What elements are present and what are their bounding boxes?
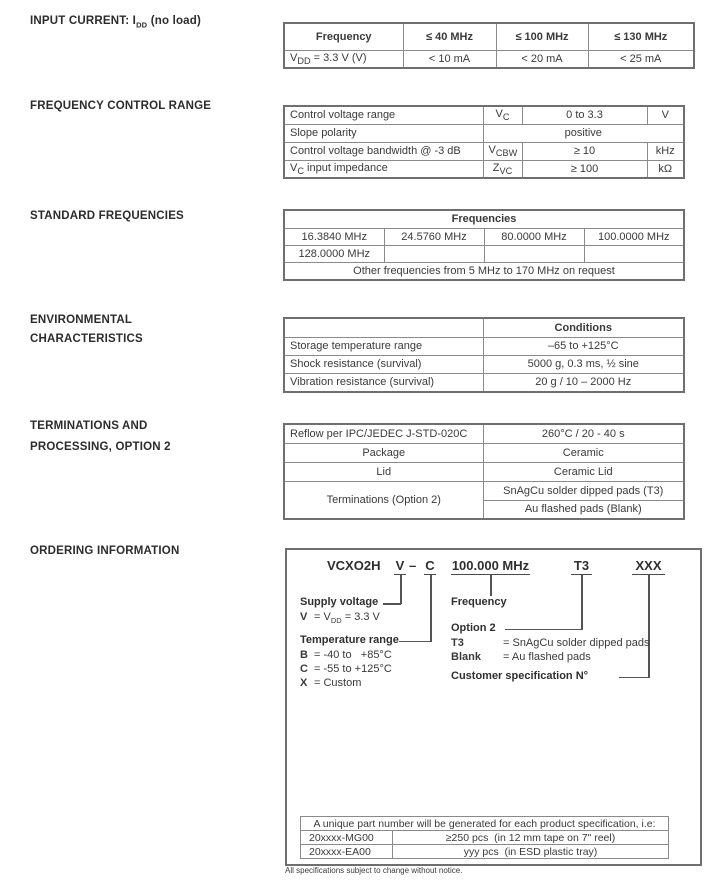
section-heading-input-current bbox=[30, 15, 201, 29]
quantity-cell: ≥250 pcs (in 12 mm tape on 7" reel) bbox=[393, 831, 669, 845]
value-text: = Custom bbox=[314, 677, 362, 689]
part-number-prefix: VCXO2H bbox=[327, 558, 381, 573]
code-key: V bbox=[300, 611, 308, 623]
value-text: = Au flashed pads bbox=[503, 651, 591, 663]
option2-label: Option 2 bbox=[451, 622, 496, 634]
row-label: Shock resistance (survival) bbox=[284, 355, 483, 373]
symbol-subscript: CBW bbox=[495, 148, 518, 159]
ordering-diagram-box bbox=[285, 548, 702, 866]
section-heading-ordering: ORDERING INFORMATION bbox=[30, 545, 180, 557]
value-cell: SnAgCu solder dipped pads (T3) bbox=[483, 481, 684, 500]
heading-subscript: DD bbox=[136, 20, 148, 30]
table-title: Frequencies bbox=[284, 210, 684, 228]
value-text: = -40 to +85°C bbox=[314, 649, 392, 661]
column-header: Conditions bbox=[483, 318, 684, 337]
temperature-option-b bbox=[300, 649, 392, 661]
code-key: C bbox=[300, 663, 308, 675]
value-cell: ≥ 100 bbox=[522, 160, 647, 178]
part-number-temp-code: C bbox=[425, 558, 435, 573]
frequency-cell bbox=[484, 245, 584, 262]
symbol-text: V bbox=[488, 143, 496, 156]
section-heading-terminations-line2: PROCESSING, OPTION 2 bbox=[30, 441, 171, 453]
connector-line-option bbox=[581, 575, 583, 630]
symbol-cell bbox=[483, 160, 522, 178]
column-header: ≤ 130 MHz bbox=[588, 23, 694, 50]
standard-frequencies-table bbox=[283, 209, 685, 281]
label-text: = 3.3 V (V) bbox=[310, 51, 367, 64]
column-header: ≤ 100 MHz bbox=[496, 23, 588, 50]
part-number-frequency: 100.000 MHz bbox=[451, 558, 530, 573]
section-heading-terminations-line1: TERMINATIONS AND bbox=[30, 420, 148, 432]
part-number-option: T3 bbox=[571, 558, 592, 575]
frequency-cell: 24.5760 MHz bbox=[384, 228, 484, 245]
unit-cell: kHz bbox=[647, 142, 684, 160]
row-label: Lid bbox=[284, 462, 483, 481]
frequency-cell: 80.0000 MHz bbox=[484, 228, 584, 245]
row-label bbox=[284, 160, 483, 178]
supply-voltage-value bbox=[300, 611, 380, 625]
environmental-table bbox=[283, 317, 685, 393]
connector-line-frequency bbox=[490, 575, 492, 596]
value-cell: Ceramic bbox=[483, 443, 684, 462]
label-subscript: C bbox=[297, 165, 304, 176]
symbol-text: Z bbox=[492, 161, 500, 174]
value-cell: –65 to +125°C bbox=[483, 337, 684, 355]
section-heading-environmental-line2: CHARACTERISTICS bbox=[30, 333, 143, 345]
value-cell: ≥ 10 bbox=[522, 142, 647, 160]
unit-cell: kΩ bbox=[647, 160, 684, 178]
label-text: V bbox=[290, 161, 298, 174]
row-label: Package bbox=[284, 443, 483, 462]
connector-line-option bbox=[505, 629, 582, 631]
row-label: Reflow per IPC/JEDEC J-STD-020C bbox=[284, 424, 483, 443]
code-key: X bbox=[300, 677, 308, 689]
quantity-cell: yyy pcs (in ESD plastic tray) bbox=[393, 845, 669, 859]
connector-line-supply bbox=[383, 603, 401, 605]
heading-text: INPUT CURRENT: I bbox=[30, 15, 137, 27]
section-heading-standard-frequencies: STANDARD FREQUENCIES bbox=[30, 210, 184, 222]
row-label: Vibration resistance (survival) bbox=[284, 373, 483, 392]
row-label bbox=[284, 50, 403, 68]
label-text: input impedance bbox=[303, 161, 388, 174]
part-number-custom: XXX bbox=[632, 558, 665, 575]
code-key: Blank bbox=[451, 651, 481, 663]
row-label: Terminations (Option 2) bbox=[284, 481, 483, 519]
section-heading-frequency-control: FREQUENCY CONTROL RANGE bbox=[30, 100, 212, 112]
symbol-subscript: VC bbox=[499, 165, 513, 176]
option2-t3 bbox=[451, 637, 649, 649]
empty-cell bbox=[284, 318, 483, 337]
frequency-cell: 128.0000 MHz bbox=[284, 245, 384, 262]
value-cell: 260°C / 20 - 40 s bbox=[483, 424, 684, 443]
frequency-control-table bbox=[283, 105, 685, 179]
option2-blank bbox=[451, 651, 591, 663]
part-number-note-table bbox=[300, 816, 669, 859]
value-cell: positive bbox=[483, 124, 684, 142]
customer-specification-label: Customer specification N° bbox=[451, 670, 589, 682]
value-cell: Ceramic Lid bbox=[483, 462, 684, 481]
input-current-table bbox=[283, 22, 695, 69]
frequency-cell bbox=[384, 245, 484, 262]
code-key: T3 bbox=[451, 637, 464, 649]
row-label: Control voltage range bbox=[284, 106, 483, 124]
part-number-cell: 20xxxx-EA00 bbox=[301, 845, 393, 859]
supply-voltage-label: Supply voltage bbox=[300, 596, 379, 608]
note-table-header: A unique part number will be generated for each product specification, i.e: bbox=[301, 817, 669, 831]
value-subscript: DD bbox=[330, 616, 342, 626]
frequency-cell: 100.0000 MHz bbox=[584, 228, 684, 245]
connector-line-temp bbox=[399, 641, 431, 643]
symbol-text: V bbox=[495, 108, 503, 121]
code-key: B bbox=[300, 649, 308, 661]
symbol-subscript: C bbox=[502, 112, 510, 123]
value-cell: 0 to 3.3 bbox=[522, 106, 647, 124]
frequency-label: Frequency bbox=[451, 596, 507, 608]
value-text: = V bbox=[314, 611, 331, 623]
value-cell: 20 g / 10 – 2000 Hz bbox=[483, 373, 684, 392]
column-header: ≤ 40 MHz bbox=[403, 23, 496, 50]
value-text: = 3.3 V bbox=[341, 611, 380, 623]
section-heading-environmental-line1: ENVIRONMENTAL bbox=[30, 314, 133, 326]
frequency-cell bbox=[584, 245, 684, 262]
value-cell: 5000 g, 0.3 ms, ½ sine bbox=[483, 355, 684, 373]
table-cell: < 10 mA bbox=[403, 50, 496, 68]
footer-disclaimer: All specifications subject to change without notice. bbox=[285, 866, 463, 875]
part-number-cell: 20xxxx-MG00 bbox=[301, 831, 393, 845]
part-number-supply-code: V bbox=[395, 558, 405, 573]
row-label: Slope polarity bbox=[284, 124, 483, 142]
heading-text: (no load) bbox=[147, 15, 202, 27]
value-cell: Au flashed pads (Blank) bbox=[483, 500, 684, 519]
temperature-option-x bbox=[300, 677, 361, 689]
temperature-range-label: Temperature range bbox=[300, 634, 399, 646]
connector-line-customer bbox=[648, 575, 650, 678]
symbol-cell bbox=[483, 142, 522, 160]
row-label: Storage temperature range bbox=[284, 337, 483, 355]
connector-line-supply bbox=[400, 575, 402, 604]
connector-line-temp bbox=[430, 575, 432, 642]
table-cell: < 20 mA bbox=[496, 50, 588, 68]
column-header: Frequency bbox=[284, 23, 403, 50]
label-text: V bbox=[290, 51, 298, 64]
label-subscript: DD bbox=[297, 55, 311, 66]
frequency-cell: 16.3840 MHz bbox=[284, 228, 384, 245]
unit-cell: V bbox=[647, 106, 684, 124]
table-cell: < 25 mA bbox=[588, 50, 694, 68]
value-text: = SnAgCu solder dipped pads bbox=[503, 637, 650, 649]
part-number-dash: – bbox=[409, 558, 417, 573]
symbol-cell bbox=[483, 106, 522, 124]
value-text: = -55 to +125°C bbox=[314, 663, 392, 675]
row-label: Control voltage bandwidth @ -3 dB bbox=[284, 142, 483, 160]
connector-line-customer bbox=[619, 677, 649, 679]
temperature-option-c bbox=[300, 663, 392, 675]
terminations-table bbox=[283, 423, 685, 520]
note-cell: Other frequencies from 5 MHz to 170 MHz on request bbox=[284, 262, 684, 280]
